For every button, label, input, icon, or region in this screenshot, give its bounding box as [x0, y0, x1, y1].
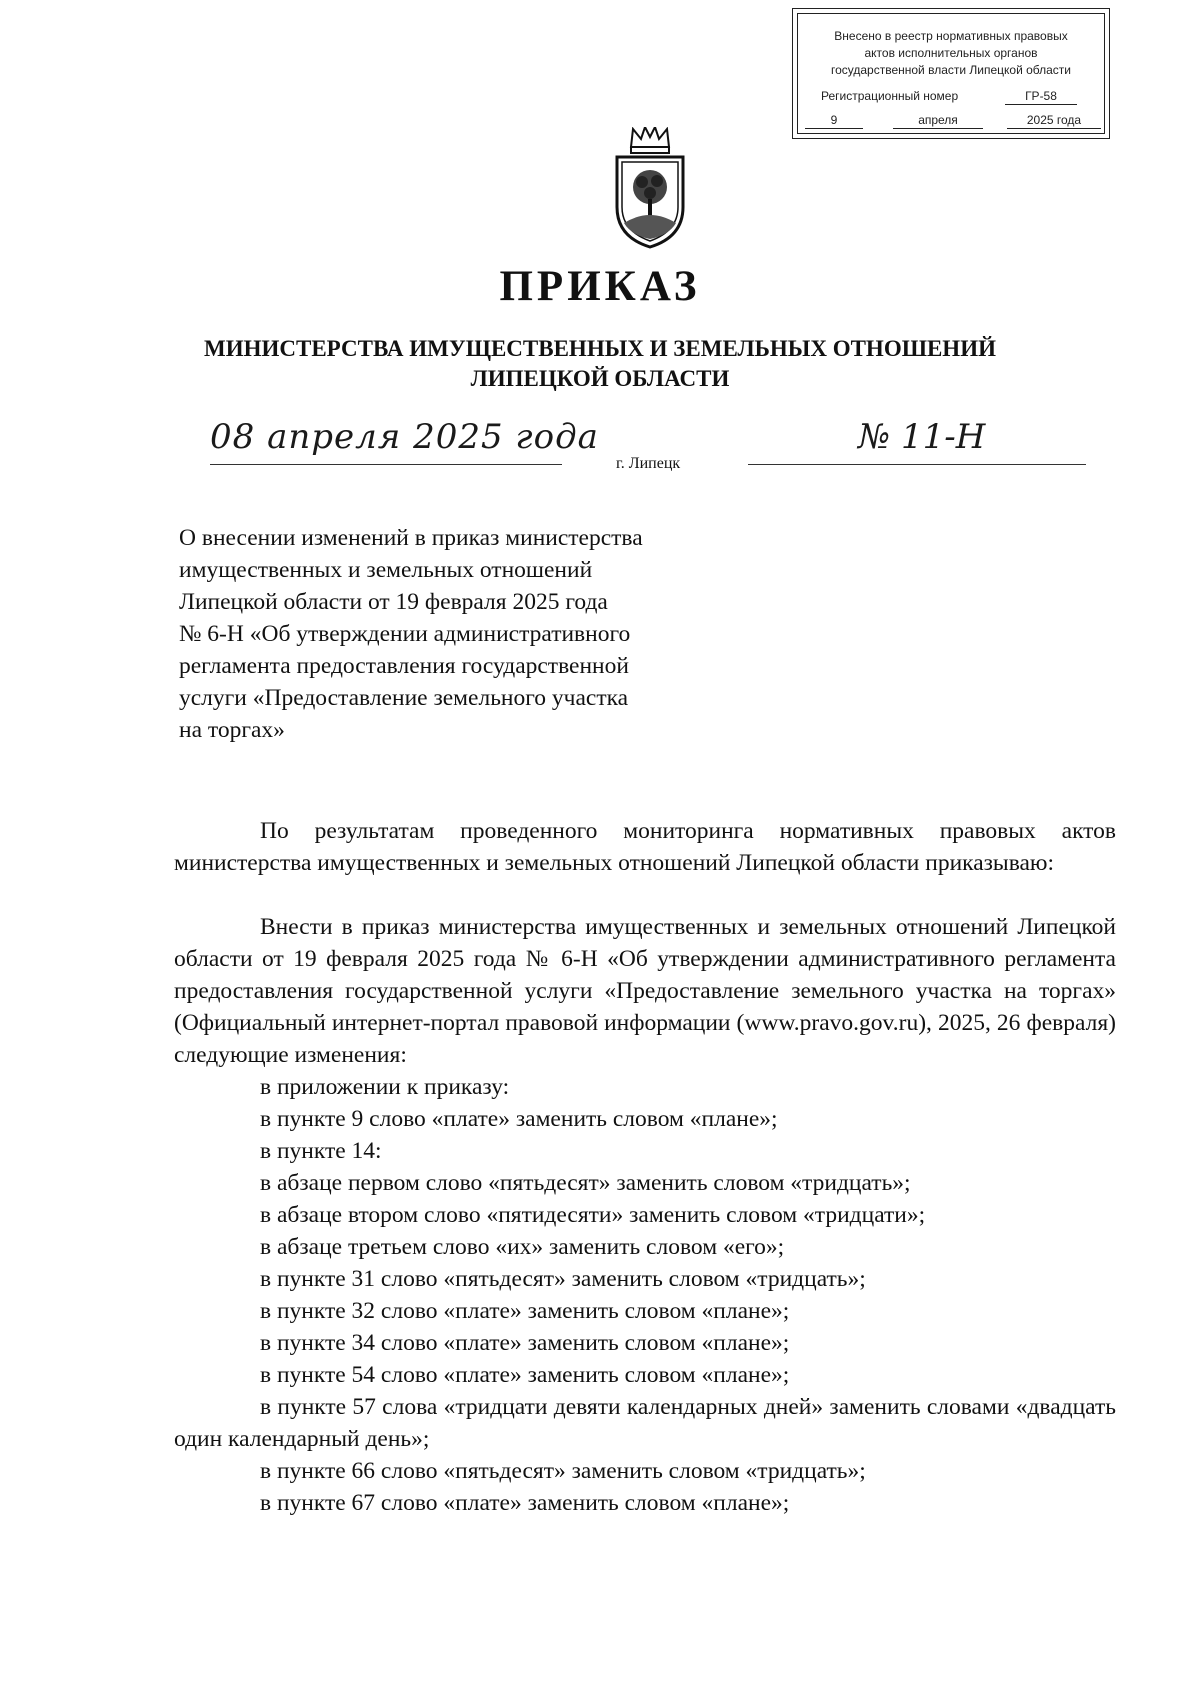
order-subject	[179, 522, 759, 746]
subject-line: № 6-Н «Об утверждении административного	[179, 621, 631, 647]
change-item: в пункте 14:	[260, 1138, 382, 1164]
change-item: в абзаце первом слово «пятьдесят» заменить словом «тридцать»;	[260, 1170, 911, 1196]
handwritten-date: 08 апреля 2025 года	[210, 417, 599, 457]
main-paragraph: Внести в приказ министерства имущественных и земельных отношений Липецкой области от 19 февраля 2025 года № 6-Н «Об утверждении административного регламента предоставления государственной услуги «Предоставление земельного участка на торгах» (Официальный интернет-портал правовой информации (www.pravo.gov.ru), 2025, 26 февраля) следующие изменения:	[174, 914, 1116, 1068]
change-item: в пункте 54 слово «плате» заменить словом «плане»;	[260, 1362, 790, 1388]
change-item: в абзаце третьем слово «их» заменить словом «его»;	[260, 1234, 785, 1260]
subject-line: регламента предоставления государственной	[179, 653, 629, 679]
subject-line: имущественных и земельных отношений	[179, 557, 593, 583]
order-body	[174, 815, 1116, 1519]
lipetsk-coat-of-arms-icon	[609, 127, 691, 249]
change-item: в абзаце втором слово «пятидесяти» заменить словом «тридцати»;	[260, 1202, 926, 1228]
stamp-line-2: актов исполнительных органов	[864, 46, 1038, 60]
stamp-reg-number: ГР-58	[1005, 89, 1077, 105]
stamp-month: апреля	[893, 113, 983, 129]
subject-line: услуги «Предоставление земельного участка	[179, 685, 629, 711]
preamble-paragraph: По результатам проведенного мониторинга нормативных правовых актов министерства имущественных и земельных отношений Липецкой области приказываю:	[174, 818, 1116, 876]
stamp-line-3: государственной власти Липецкой области	[830, 63, 1072, 77]
city-label: г. Липецк	[616, 455, 681, 472]
authority-line-1: МИНИСТЕРСТВА ИМУЩЕСТВЕННЫХ И ЗЕМЕЛЬНЫХ ОТНОШЕНИЙ	[204, 336, 996, 361]
change-item: в приложении к приказу:	[260, 1074, 510, 1100]
stamp-reg-label: Регистрационный номер	[821, 89, 959, 103]
stamp-line-1: Внесено в реестр нормативных правовых	[834, 29, 1068, 43]
subject-line: Липецкой области от 19 февраля 2025 года	[179, 589, 608, 615]
change-item: в пункте 31 слово «пятьдесят» заменить словом «тридцать»;	[260, 1266, 866, 1292]
document-type-title: ПРИКАЗ	[499, 263, 701, 310]
subject-line: на торгах»	[179, 717, 285, 743]
authority-line-2: ЛИПЕЦКОЙ ОБЛАСТИ	[470, 366, 730, 391]
change-item: в пункте 9 слово «плате» заменить словом «плане»;	[260, 1106, 778, 1132]
handwritten-number: № 11-Н	[858, 417, 986, 457]
stamp-day: 9	[805, 113, 863, 129]
subject-line: О внесении изменений в приказ министерства	[179, 525, 643, 551]
stamp-year: 2025 года	[1007, 113, 1101, 129]
issuing-authority	[0, 334, 1200, 394]
date-underline	[210, 464, 562, 465]
change-item: в пункте 32 слово «плате» заменить словом «плане»;	[260, 1298, 790, 1324]
number-underline	[748, 464, 1086, 465]
change-item: в пункте 66 слово «пятьдесят» заменить словом «тридцать»;	[260, 1458, 866, 1484]
change-item: в пункте 34 слово «плате» заменить словом «плане»;	[260, 1330, 790, 1356]
registry-stamp	[792, 8, 1110, 139]
change-item: в пункте 67 слово «плате» заменить словом «плане»;	[260, 1490, 790, 1516]
change-item: в пункте 57 слова «тридцати девяти календарных дней» заменить словами «двадцать один календарный день»;	[174, 1394, 1116, 1452]
